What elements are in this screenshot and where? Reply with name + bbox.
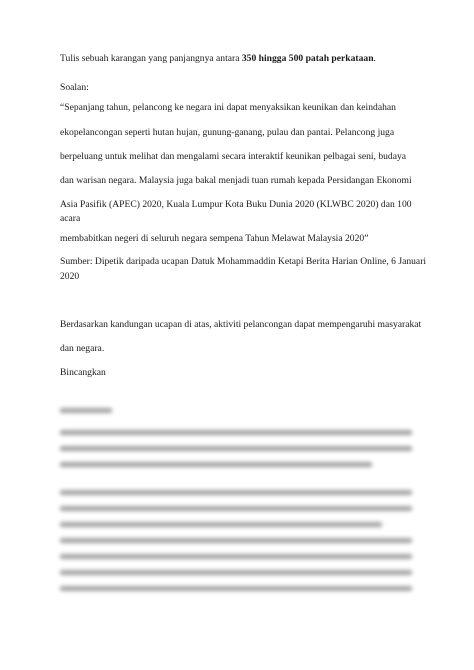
blurred-line xyxy=(60,570,412,575)
quote-line-1: “Sepanjang tahun, pelancong ke negara ini dapat menyaksikan keunikan dan keindahan xyxy=(60,102,396,113)
quote-line-6: acara xyxy=(60,213,81,224)
blurred-line xyxy=(60,490,412,495)
blurred-line xyxy=(60,522,382,527)
blurred-line xyxy=(60,554,412,559)
source-line-2: 2020 xyxy=(60,271,80,282)
discuss-label: Bincangkan xyxy=(60,367,106,378)
task-line-2: dan negara. xyxy=(60,343,105,354)
quote-line-2: ekopelancongan seperti hutan hujan, gunung-ganang, pulau dan pantai. Pelancong juga xyxy=(60,127,395,138)
quote-line-4: dan warisan negara. Malaysia juga bakal menjadi tuan rumah kepada Persidangan Ekonomi xyxy=(60,175,412,186)
instruction-prefix: Tulis sebuah karangan yang panjangnya antara xyxy=(60,53,242,64)
blurred-line xyxy=(60,506,412,511)
blurred-line xyxy=(60,446,412,451)
source-line-1: Sumber: Dipetik daripada ucapan Datuk Mohammaddin Ketapi Berita Harian Online, 6 Januari xyxy=(60,256,427,267)
quote-line-3: berpeluang untuk melihat dan mengalami secara interaktif keunikan pelbagai seni, budaya xyxy=(60,151,407,162)
soalan-label: Soalan: xyxy=(60,82,89,93)
quote-line-7: membabitkan negeri di seluruh negara sempena Tahun Melawat Malaysia 2020” xyxy=(60,233,369,244)
task-line-1: Berdasarkan kandungan ucapan di atas, aktiviti pelancongan dapat mempengaruhi masyarakat xyxy=(60,319,422,330)
instruction-line xyxy=(60,53,376,65)
instruction-word-count: 350 hingga 500 patah perkataan xyxy=(241,53,374,64)
blurred-line xyxy=(60,538,412,543)
quote-line-5: Asia Pasifik (APEC) 2020, Kuala Lumpur Kota Buku Dunia 2020 (KLWBC 2020) dan 100 xyxy=(60,199,412,210)
instruction-suffix: . xyxy=(373,53,376,64)
blurred-line xyxy=(60,408,112,413)
blurred-line xyxy=(60,586,412,591)
blurred-line xyxy=(60,462,372,467)
blurred-line xyxy=(60,430,412,435)
